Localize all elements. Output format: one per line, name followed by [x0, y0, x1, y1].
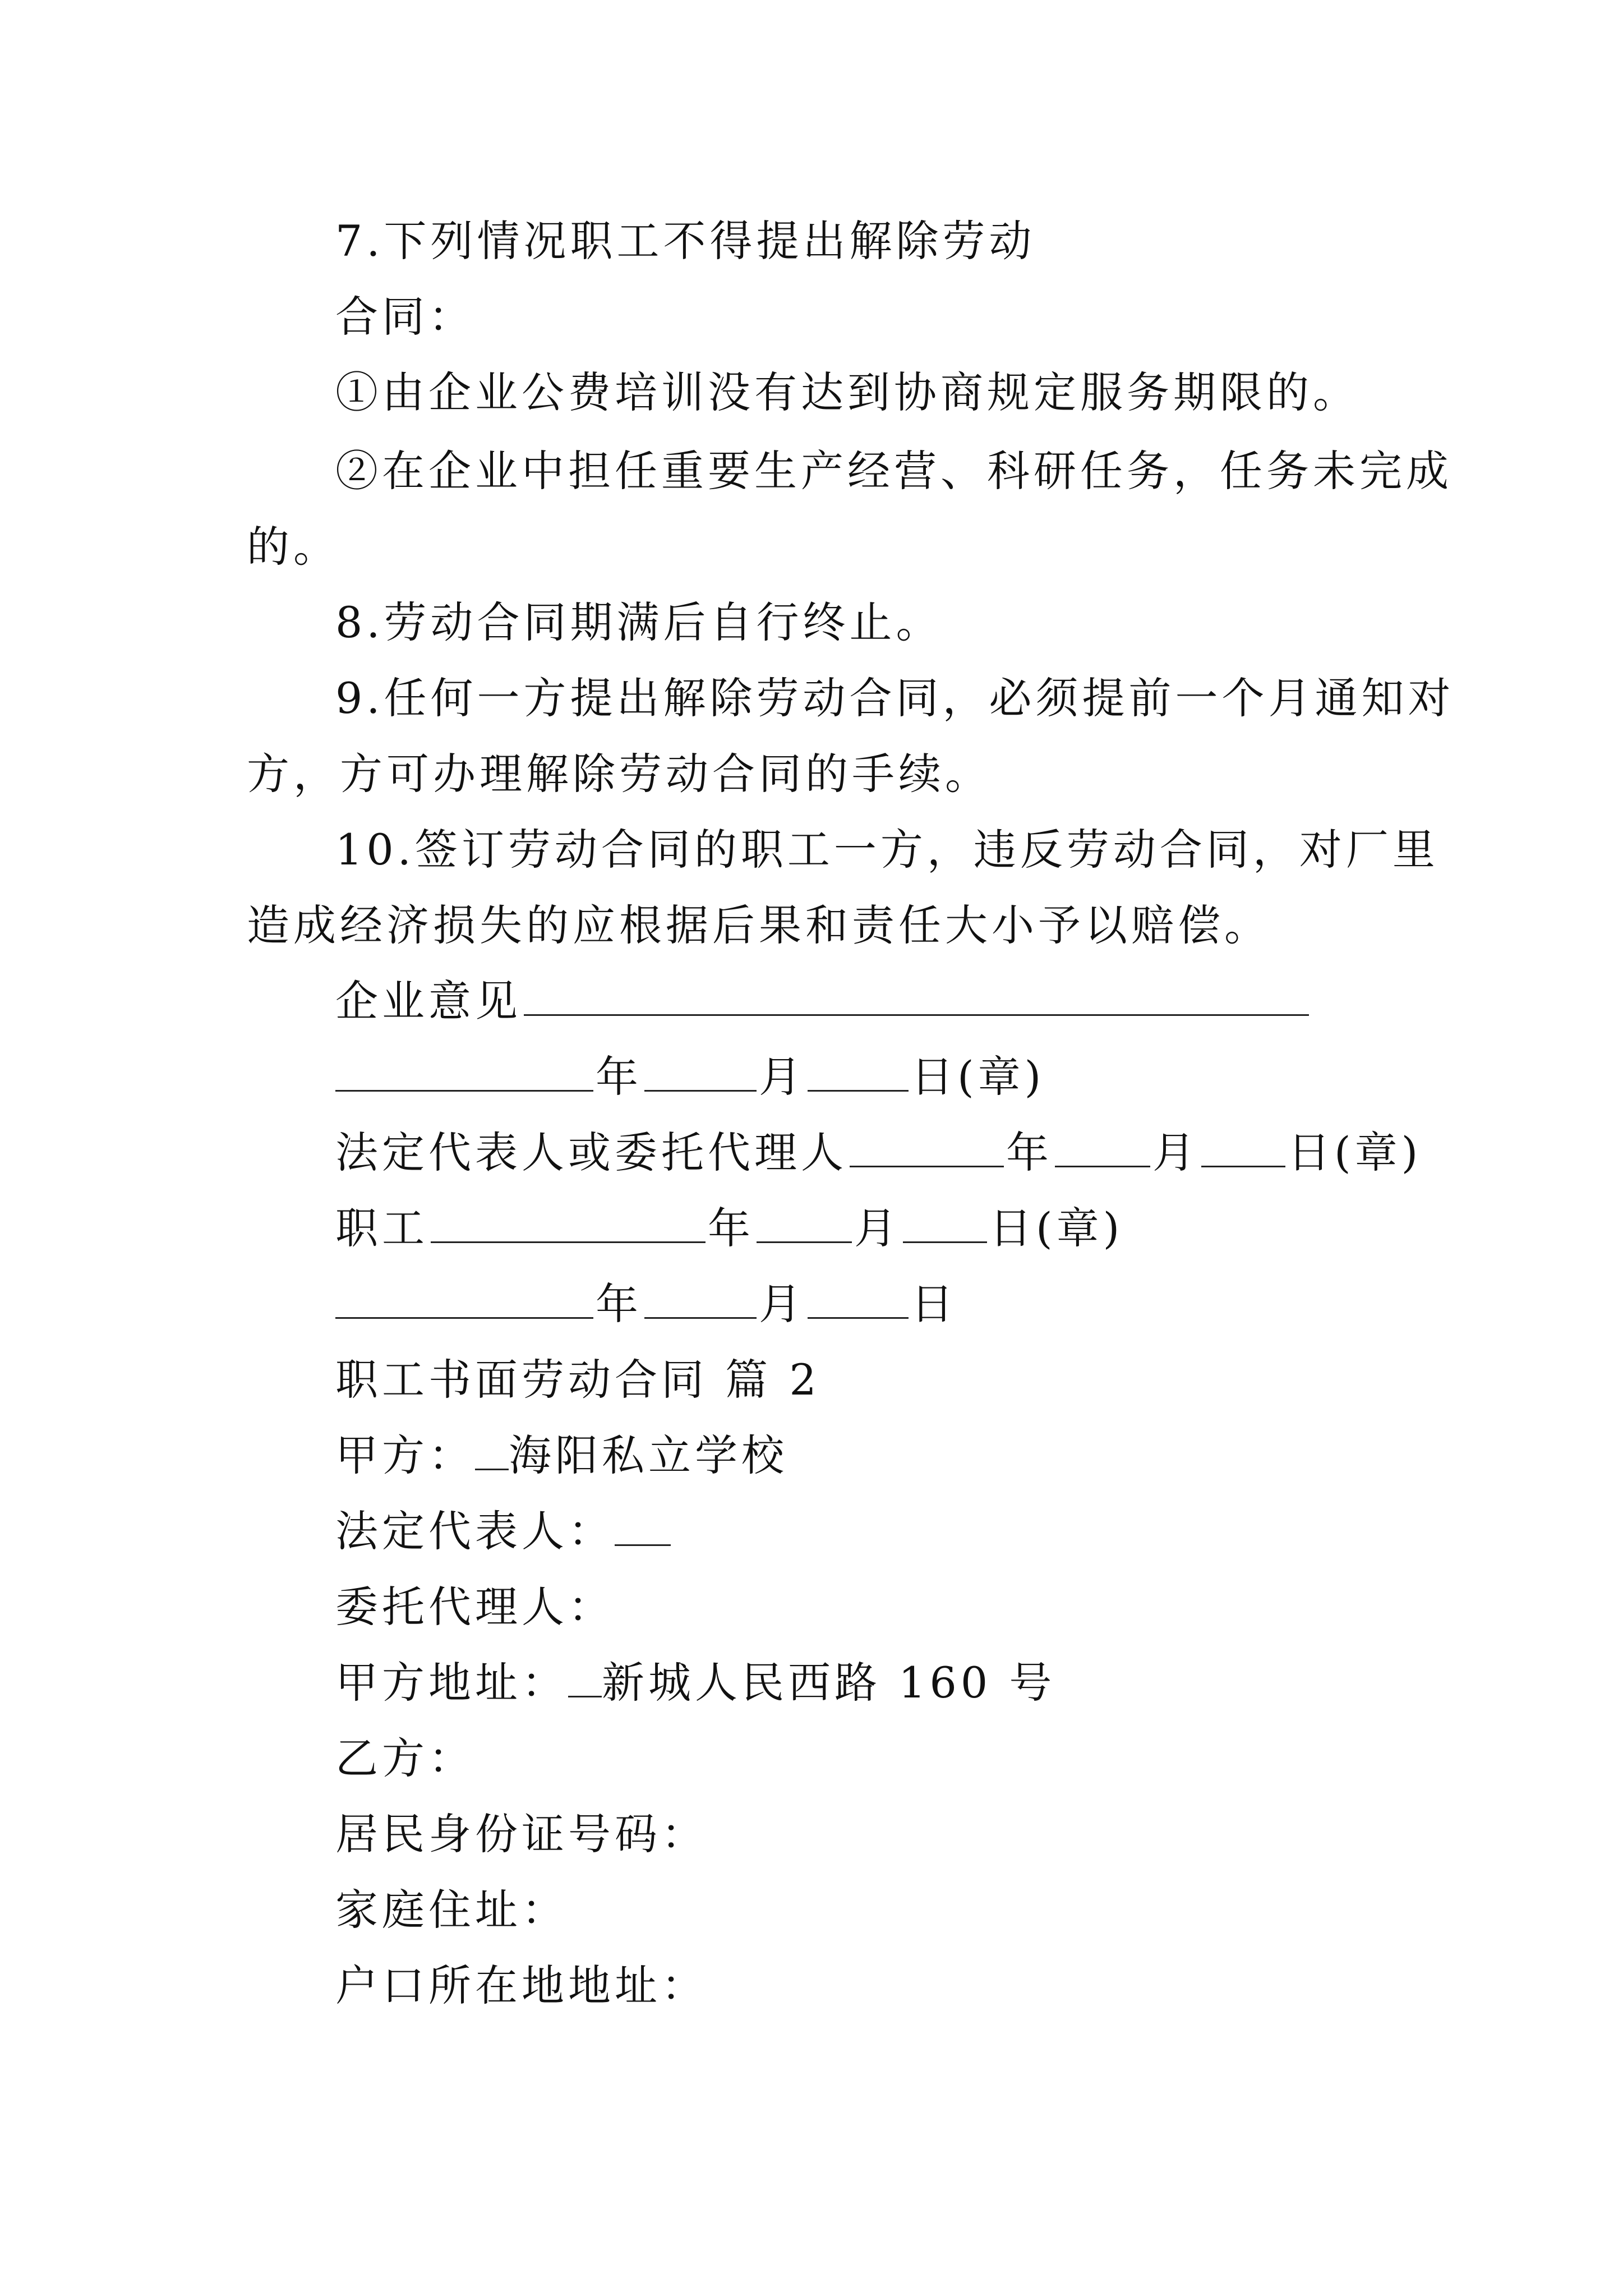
- seal-label: (章): [1036, 1203, 1124, 1253]
- legal-rep-row: [335, 1503, 671, 1559]
- month-label: 月: [854, 1203, 901, 1253]
- legal-rep-label: 法定代表人：: [335, 1506, 615, 1556]
- party-a-row: [335, 1428, 788, 1484]
- month-label: 月: [1152, 1128, 1199, 1177]
- day-label: 日: [911, 1052, 957, 1102]
- month-label: 月: [759, 1052, 805, 1102]
- year-label: 年: [596, 1052, 642, 1102]
- party-a-label: 甲方：: [335, 1430, 475, 1480]
- clause-7-line-2: 合同：: [335, 292, 475, 342]
- year-blank[interactable]: [757, 1201, 852, 1243]
- clause-8: 8.劳动合同期满后自行终止。: [335, 597, 943, 647]
- final-sign-blank[interactable]: [335, 1277, 593, 1319]
- party-a-value: 海阳私立学校: [509, 1430, 788, 1480]
- year-label: 年: [596, 1279, 642, 1329]
- legal-rep-blank[interactable]: [615, 1504, 671, 1546]
- party-a-address-label: 甲方地址：: [335, 1658, 568, 1708]
- employee-sign-blank[interactable]: [431, 1201, 706, 1243]
- legal-rep-sign-blank[interactable]: [850, 1125, 1004, 1167]
- clause-7-item-1: ①由企业公费培训没有达到协商规定服务期限的。: [335, 367, 1359, 417]
- home-address-label: 家庭住址：: [335, 1885, 568, 1935]
- enterprise-date-row: [335, 1049, 1045, 1105]
- employee-label: 职工: [335, 1203, 428, 1253]
- seal-label: (章): [957, 1052, 1045, 1102]
- year-blank[interactable]: [644, 1277, 757, 1319]
- clause-10-line-1: 10.签订劳动合同的职工一方，违反劳动合同，对厂里: [335, 825, 1439, 875]
- enterprise-opinion-blank[interactable]: [524, 974, 1309, 1016]
- agent-label: 委托代理人：: [335, 1582, 615, 1632]
- clause-7-item-2-line-2: 的。: [247, 522, 340, 572]
- clause-9-line-1: 9.任何一方提出解除劳动合同，必须提前一个月通知对: [335, 673, 1455, 723]
- party-a-address-value: 新城人民西路 160 号: [602, 1658, 1056, 1708]
- hukou-address-label: 户口所在地地址：: [335, 1961, 708, 2010]
- legal-rep-date-row: [335, 1125, 1422, 1181]
- year-blank[interactable]: [1055, 1125, 1150, 1167]
- day-label: 日: [1288, 1128, 1334, 1177]
- clause-9-line-2: 方，方可办理解除劳动合同的手续。: [247, 749, 992, 799]
- year-label: 年: [1006, 1128, 1053, 1177]
- party-a-address-blank[interactable]: [568, 1655, 602, 1697]
- month-label: 月: [759, 1279, 805, 1329]
- enterprise-opinion-label: 企业意见: [335, 976, 522, 1026]
- day-label: 日: [989, 1203, 1036, 1253]
- year-label: 年: [708, 1203, 754, 1253]
- day-label: 日: [911, 1279, 957, 1329]
- id-number-label: 居民身份证号码：: [335, 1809, 708, 1859]
- year-blank[interactable]: [644, 1050, 757, 1092]
- party-b-label: 乙方：: [335, 1733, 475, 1783]
- clause-7-item-2-line-1: ②在企业中担任重要生产经营、科研任务，任务未完成: [335, 446, 1453, 496]
- clause-7-line-1: 7.下列情况职工不得提出解除劳动: [335, 216, 1036, 266]
- employee-date-row: [335, 1200, 1123, 1257]
- enterprise-opinion-row: [335, 973, 1311, 1029]
- final-date-row: [335, 1276, 957, 1332]
- clause-10-line-2: 造成经济损失的应根据后果和责任大小予以赔偿。: [247, 900, 1271, 950]
- legal-rep-or-agent-label: 法定代表人或委托代理人: [335, 1128, 847, 1177]
- enterprise-sign-blank[interactable]: [335, 1050, 593, 1092]
- month-blank[interactable]: [808, 1050, 909, 1092]
- party-a-address-row: [335, 1655, 1055, 1711]
- month-blank[interactable]: [903, 1201, 987, 1243]
- party-a-blank[interactable]: [475, 1428, 509, 1470]
- month-blank[interactable]: [808, 1277, 909, 1319]
- section-title: 职工书面劳动合同 篇 2: [335, 1355, 820, 1405]
- month-blank[interactable]: [1201, 1125, 1285, 1167]
- seal-label: (章): [1334, 1128, 1422, 1177]
